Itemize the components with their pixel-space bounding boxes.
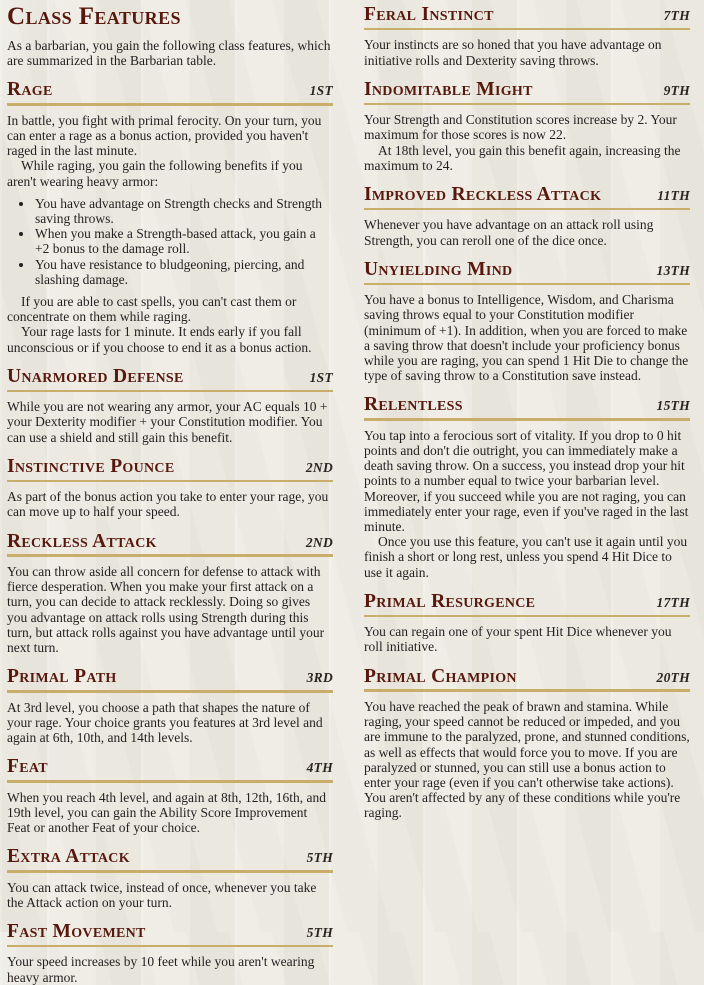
feature-header <box>7 847 333 867</box>
feature-level-badge: 2ND <box>305 534 333 550</box>
feature-paragraph: You can regain one of your spent Hit Dice whenever you roll initiative. <box>364 624 672 655</box>
gold-rule-divider <box>7 103 333 106</box>
feature-title: Instinctive Pounce <box>7 455 175 477</box>
gold-rule-divider <box>364 418 690 421</box>
feature-level-badge: 11TH <box>657 187 690 203</box>
feature-paragraph: In battle, you fight with primal ferocity. On your turn, you can enter a rage as a bonus action, provided you haven't raged in the last minute. <box>7 112 322 159</box>
gold-rule-divider <box>7 554 333 557</box>
feature-title: Unarmored Defense <box>7 365 184 387</box>
gold-rule-divider <box>7 390 333 393</box>
feature-bullet-item: • You have resistance to bludgeoning, piercing, and slashing damage. <box>34 257 333 287</box>
feature-level-badge: 9TH <box>663 82 690 98</box>
feature-level-badge: 15TH <box>656 398 690 414</box>
gold-rule-divider <box>364 689 690 692</box>
feature-bullet-item: • When you make a Strength-based attack, you gain a +2 bonus to the damage roll. <box>34 226 333 256</box>
feature-feat <box>7 757 333 835</box>
feature-rage <box>7 80 333 354</box>
feature-level-badge: 20TH <box>656 669 690 685</box>
feature-title: Unyielding Mind <box>364 258 513 280</box>
feature-level-badge: 17TH <box>656 594 690 610</box>
feature-paragraph: Your speed increases by 10 feet while you aren't wearing heavy armor. <box>7 954 315 985</box>
feature-header <box>7 80 333 100</box>
feature-paragraph: You can attack twice, instead of once, whenever you take the Attack action on your turn. <box>7 879 317 910</box>
feature-paragraph: Your Strength and Constitution scores increase by 2. Your maximum for those scores is now 22. <box>364 112 677 143</box>
feature-title: Relentless <box>364 394 463 416</box>
feature-paragraph: While you are not wearing any armor, your AC equals 10 + your Dexterity modifier + your Constitution modifier. You can use a shield and still gain this benefit. <box>7 399 328 445</box>
gold-rule-divider <box>364 283 690 286</box>
feature-header <box>7 757 333 777</box>
feature-header <box>364 592 690 612</box>
gold-rule-divider <box>7 480 333 483</box>
feature-primal-resurgence <box>364 592 690 655</box>
feature-level-badge: 1ST <box>309 369 333 385</box>
feature-header <box>7 457 333 477</box>
feature-title: Primal Path <box>7 666 117 688</box>
feature-level-badge: 4TH <box>306 760 333 776</box>
feature-paragraph: If you are able to cast spells, you can't cast them or concentrate on them while raging. <box>7 294 297 325</box>
feature-primal-path <box>7 667 333 745</box>
feature-primal-champion <box>364 667 690 821</box>
feature-reckless-attack <box>7 532 333 656</box>
feature-paragraph: Whenever you have advantage on an attack roll using Strength, you can reroll one of the dice once. <box>364 217 654 248</box>
feature-paragraph: You have reached the peak of brawn and stamina. While raging, your speed cannot be reduced or impeded, and you are immune to the paralyzed, prone, and stunned conditions, as well as effects that would force you to move. If you are paralyzed or stunned, you can still use a bonus action to enter your rage (even if you can't otherwise take actions). You aren't affected by any of these conditions while you're raging. <box>364 698 690 821</box>
feature-fast-movement <box>7 922 333 985</box>
feature-paragraph: You tap into a ferocious sort of vitality. If you drop to 0 hit points and don't die outright, you can immediately make a death saving throw. On a success, you instead drop your hit points to a number equal to twice your barbarian level. Moreover, if you succeed while you are not raging, you can immediately enter your rage, even if you've raged in the last minute. <box>364 427 689 534</box>
feature-header <box>364 667 690 687</box>
gold-rule-divider <box>7 780 333 783</box>
feature-header <box>364 5 690 25</box>
feature-bullet-list <box>7 196 333 287</box>
feature-unarmored-defense <box>7 367 333 445</box>
feature-indomitable-might <box>364 80 690 173</box>
feature-paragraph: At 18th level, you gain this benefit again, increasing the maximum to 24. <box>364 142 681 173</box>
feature-relentless <box>364 395 690 579</box>
left-column <box>7 3 333 985</box>
feature-level-badge: 3RD <box>306 670 333 686</box>
feature-paragraph: Your instincts are so honed that you have advantage on initiative rolls and Dexterity saving throws. <box>364 37 662 68</box>
gold-rule-divider <box>364 208 690 211</box>
feature-instinctive-pounce <box>7 457 333 520</box>
feature-title: Rage <box>7 79 53 101</box>
feature-header <box>364 395 690 415</box>
gold-rule-divider <box>7 870 333 873</box>
gold-rule-divider <box>364 28 690 31</box>
feature-level-badge: 5TH <box>306 924 333 940</box>
feature-paragraph: You have a bonus to Intelligence, Wisdom, and Charisma saving throws equal to your Constitution modifier (minimum of +1). In addition, when you are forced to make a saving throw that doesn't include your proficiency bonus while you are raging, you can spend 1 Hit Die to change the type of saving throw to a Constitution save instead. <box>364 292 689 384</box>
feature-title: Improved Reckless Attack <box>364 183 602 205</box>
feature-header <box>7 532 333 552</box>
feature-improved-reckless-attack <box>364 185 690 248</box>
feature-paragraph: Once you use this feature, you can't use it again until you finish a short or long rest, unless you spend 4 Hit Dice to use it again. <box>364 534 688 580</box>
feature-extra-attack <box>7 847 333 910</box>
feature-level-badge: 2ND <box>305 459 333 475</box>
feature-title: Indomitable Might <box>364 78 533 100</box>
feature-level-badge: 5TH <box>306 850 333 866</box>
feature-title: Feat <box>7 756 48 778</box>
feature-level-badge: 13TH <box>656 262 690 278</box>
feature-header <box>364 185 690 205</box>
feature-title: Primal Resurgence <box>364 590 536 612</box>
feature-title: Extra Attack <box>7 846 130 868</box>
feature-paragraph: You can throw aside all concern for defense to attack with fierce desperation. When you make your first attack on a turn, you can decide to attack recklessly. Doing so gives you advantage on attack rolls using Strength during this turn, but attack rolls against you have advantage until your next turn. <box>7 563 325 655</box>
feature-header <box>364 80 690 100</box>
gold-rule-divider <box>364 103 690 106</box>
gold-rule-divider <box>7 690 333 693</box>
feature-header <box>364 260 690 280</box>
feature-title: Primal Champion <box>364 665 517 687</box>
feature-header <box>7 667 333 687</box>
feature-unyielding-mind <box>364 260 690 384</box>
feature-paragraph: At 3rd level, you choose a path that shapes the nature of your rage. Your choice grants you features at 3rd level and again at 6th, 10th, and 14th levels. <box>7 699 323 745</box>
feature-paragraph: When you reach 4th level, and again at 8th, 12th, 16th, and 19th level, you can gain the Ability Score Improvement Feat or another Feat of your choice. <box>7 789 327 835</box>
gold-rule-divider <box>364 615 690 618</box>
feature-bullet-item: • You have advantage on Strength checks and Strength saving throws. <box>34 196 333 226</box>
feature-title: Fast Movement <box>7 920 146 942</box>
feature-level-badge: 1ST <box>309 83 333 99</box>
feature-title: Reckless Attack <box>7 530 157 552</box>
page-title: Class Features <box>7 3 181 30</box>
feature-feral-instinct <box>364 5 690 68</box>
feature-level-badge: 7TH <box>663 8 690 23</box>
feature-title: Feral Instinct <box>364 4 494 25</box>
right-column <box>364 3 690 932</box>
intro-text: As a barbarian, you gain the following class features, which are summarized in the Barbarian table. <box>7 38 331 69</box>
feature-header <box>7 367 333 387</box>
feature-paragraph: Your rage lasts for 1 minute. It ends early if you fall unconscious or if you choose to end it as a bonus action. <box>7 324 312 355</box>
gold-rule-divider <box>7 945 333 948</box>
feature-paragraph: While raging, you gain the following benefits if you aren't wearing heavy armor: <box>7 158 303 189</box>
feature-paragraph: As part of the bonus action you take to enter your rage, you can move up to half your speed. <box>7 489 329 520</box>
